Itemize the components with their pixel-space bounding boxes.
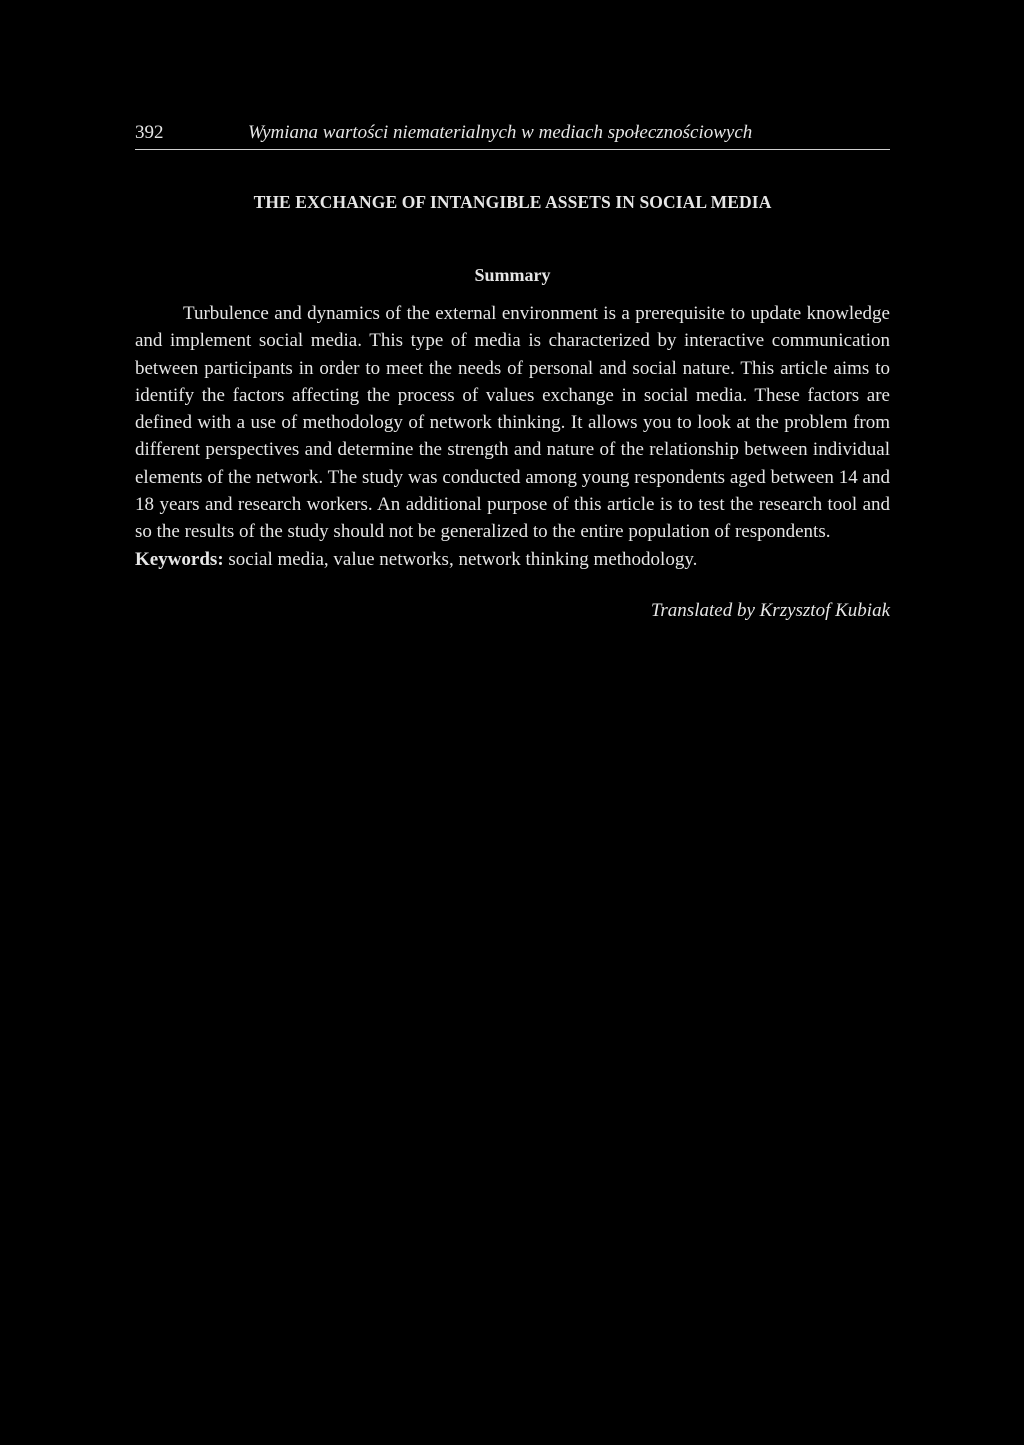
keywords-label: Keywords: bbox=[135, 548, 224, 570]
keywords-line bbox=[135, 546, 890, 573]
keywords-text: social media, value networks, network thinking methodology. bbox=[228, 548, 698, 570]
summary-heading: Summary bbox=[474, 265, 551, 285]
page-number: 392 bbox=[135, 122, 164, 143]
translator-credit: Translated by Krzysztof Kubiak bbox=[650, 599, 890, 621]
running-title: Wymiana wartości niematerialnych w mediach społecznościowych bbox=[248, 122, 753, 143]
summary-paragraph: Turbulence and dynamics of the external environment is a prerequisite to update knowledge and implement social media. This type of media is characterized by interactive communication between participants in order to meet the needs of personal and social nature. This article aims to identify the factors affecting the process of values exchange in social media. These factors are defined with a use of methodology of network thinking. It allows you to look at the problem from different perspectives and determine the strength and nature of the relationship between individual elements of the network. The study was conducted among young respondents aged between 14 and 18 years and research workers. An additional purpose of this article is to test the research tool and so the results of the study should not be generalized to the entire population of respondents. bbox=[135, 303, 890, 543]
running-header bbox=[135, 120, 890, 150]
article-title: THE EXCHANGE OF INTANGIBLE ASSETS IN SOCIAL MEDIA bbox=[253, 192, 772, 212]
page-content bbox=[135, 120, 890, 624]
